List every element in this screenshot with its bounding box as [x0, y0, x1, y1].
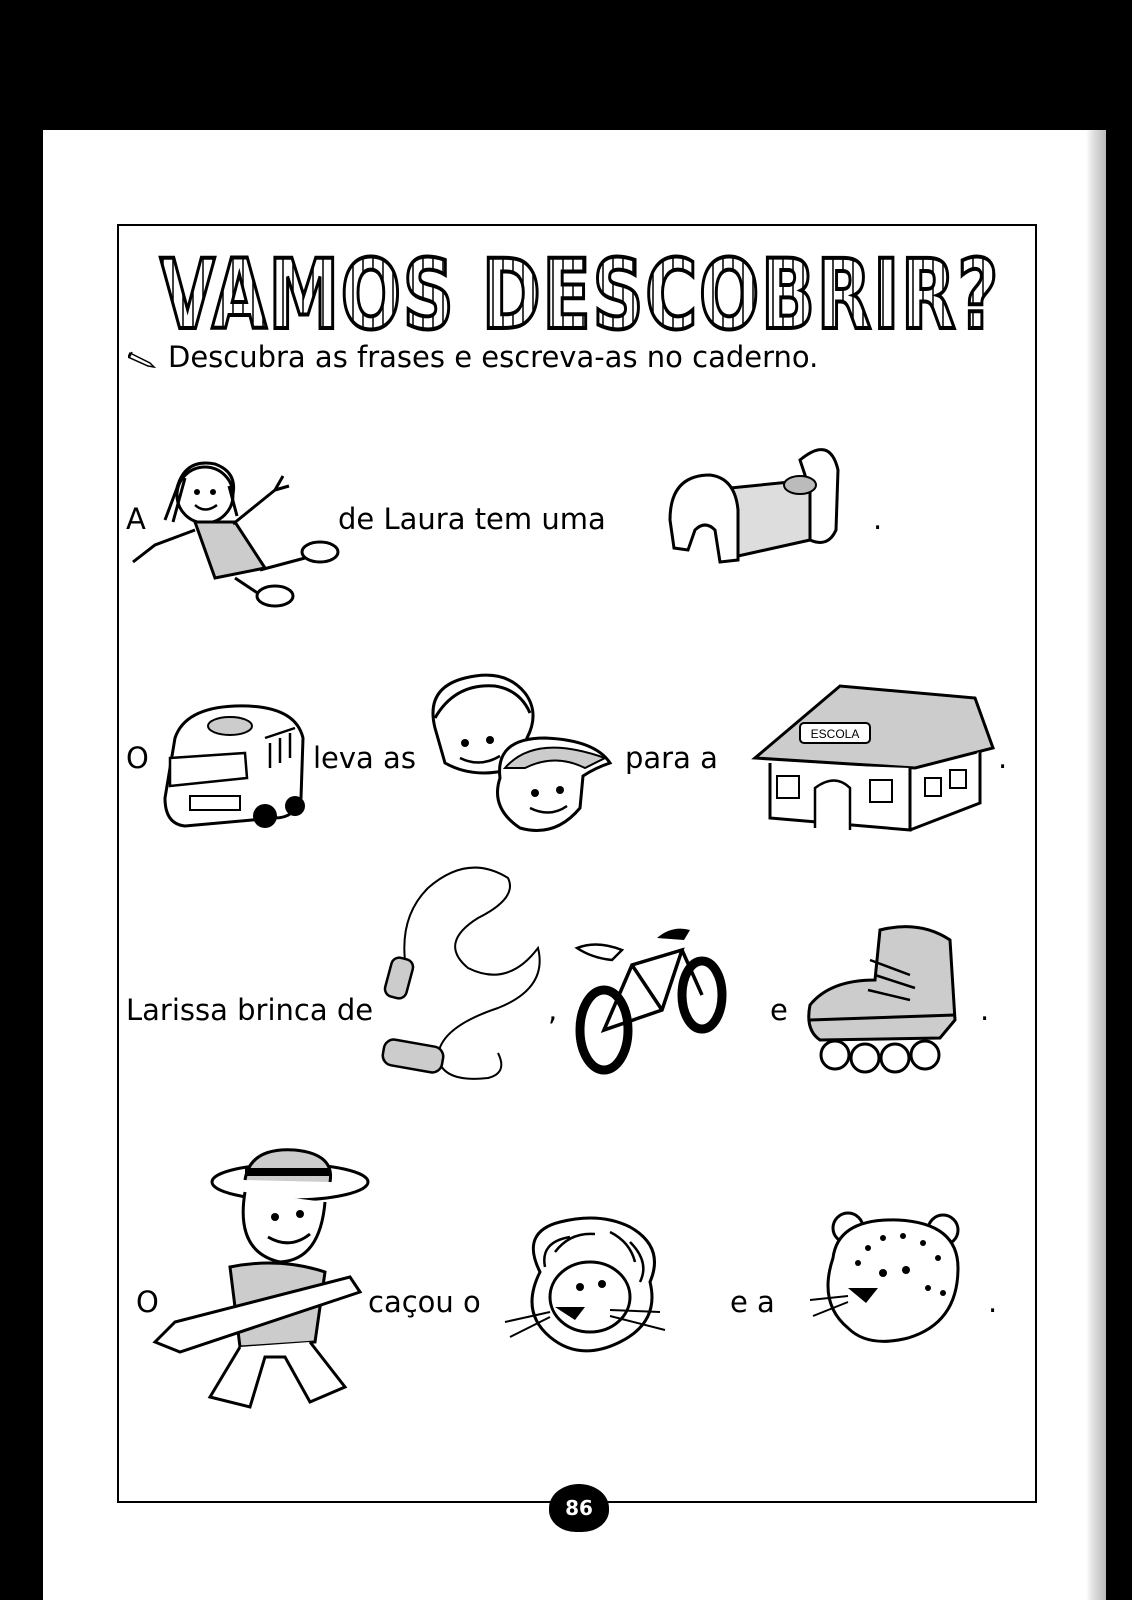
sentence-4-part-4: .: [988, 1285, 998, 1319]
pencil-icon: [128, 342, 158, 376]
page-edge-shadow: [1086, 130, 1106, 1600]
sentence-3-part-3: e: [770, 993, 788, 1027]
sentence-3-part-1: Larissa brinca de: [126, 993, 374, 1027]
lion-icon: [500, 1212, 675, 1362]
doll-icon: [125, 450, 350, 610]
bus-icon: [155, 698, 315, 838]
instruction-text: Descubra as frases e escreva-as no caderno.: [168, 340, 819, 374]
sentence-4-part-1: O: [136, 1285, 159, 1319]
sentence-2-part-3: para a: [625, 741, 718, 775]
bed-icon: [660, 430, 850, 575]
sentence-4-part-2: caçou o: [368, 1285, 481, 1319]
sentence-4-part-3: e a: [730, 1285, 775, 1319]
school-sign-text: ESCOLA: [810, 727, 860, 741]
sentence-3-part-4: .: [980, 993, 990, 1027]
jaguar-icon: [808, 1208, 973, 1358]
page-title: VAMOS DESCOBRIR?: [160, 239, 1000, 351]
sentence-2-part-2: leva as: [313, 741, 416, 775]
jump-rope-icon: [378, 858, 548, 1088]
sentence-1-part-2: de Laura tem uma: [338, 502, 606, 536]
sentence-1-part-3: .: [873, 502, 883, 536]
instruction-line: [128, 340, 818, 392]
bicycle-icon: [572, 920, 732, 1080]
title-banner: [140, 228, 1020, 358]
school-icon: [745, 678, 995, 838]
sentence-2-part-4: .: [998, 741, 1008, 775]
hunter-icon: [150, 1142, 375, 1422]
sentence-2-part-1: O: [126, 741, 149, 775]
roller-skate-icon: [800, 920, 965, 1080]
sentence-1-part-1: A: [126, 502, 146, 536]
children-icon: [405, 668, 620, 848]
sentence-3-part-2: ,: [548, 993, 558, 1027]
page-number-badge: 86: [549, 1484, 609, 1532]
